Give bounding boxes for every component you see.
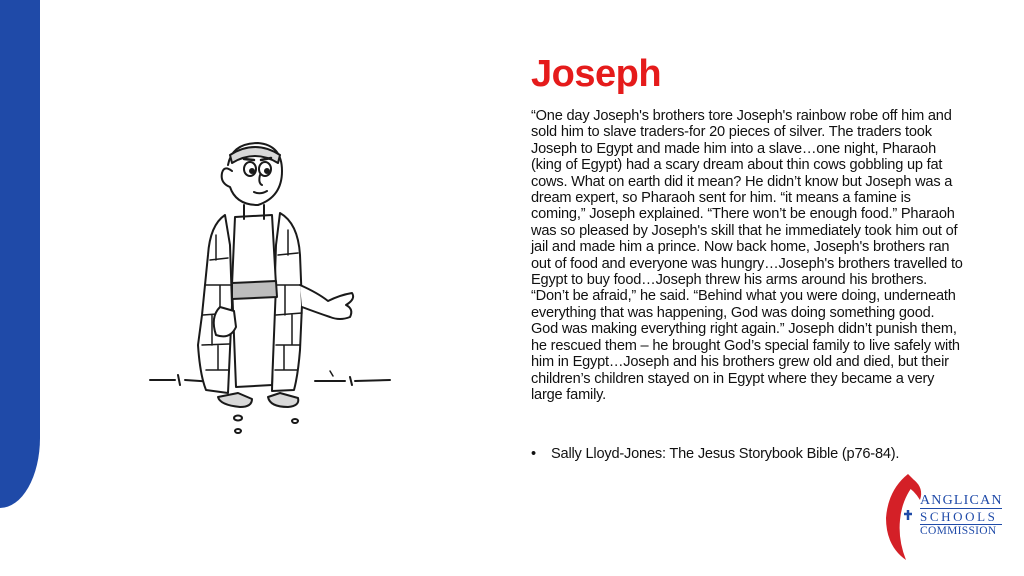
logo-line-schools: SCHOOLS (920, 509, 998, 524)
citation-bullet-item (531, 446, 971, 463)
slide-title: Joseph (531, 53, 662, 95)
left-accent-bar (0, 0, 40, 508)
logo-line-commission: COMMISSION (920, 525, 997, 537)
joseph-illustration (140, 135, 400, 440)
story-quote: “One day Joseph's brothers tore Joseph's rainbow robe off him and sold him to slave traders-for 20 pieces of silver. The traders took Joseph to Egypt and made him into a slave…one night, Pharaoh (king of Egypt) had a scary dream about thin cows gobbling up fat cows. What on earth did it mean? He didn’t know but Joseph was a dream expert, so Pharaoh sent for him. “it means a famine is coming,” Joseph explained. “There won’t be enough food.” Pharaoh was so pleased by Joseph's skill that he immediately took him out of jail and made him a prince. Now back home, Joseph's brothers ran out of food and everyone was hungry…Joseph's brothers travelled to Egypt to buy food…Joseph threw his arms around his brothers. “Don’t be afraid,” he said. “Behind what you were doing, underneath everything that was happening, God was doing something good. God was making everything right again.” Joseph didn’t punish them, he rescued them – he brought God’s special family to live safely with him in Egypt…Joseph and his brothers grew old and died, but their children’s children stayed on in Egypt where they became a very large family. (531, 108, 963, 403)
citation-text: Sally Lloyd-Jones: The Jesus Storybook Bible (p76-84). (551, 446, 900, 462)
bullet-marker: • (531, 446, 536, 462)
logo-line-anglican: ANGLICAN (920, 493, 1003, 508)
